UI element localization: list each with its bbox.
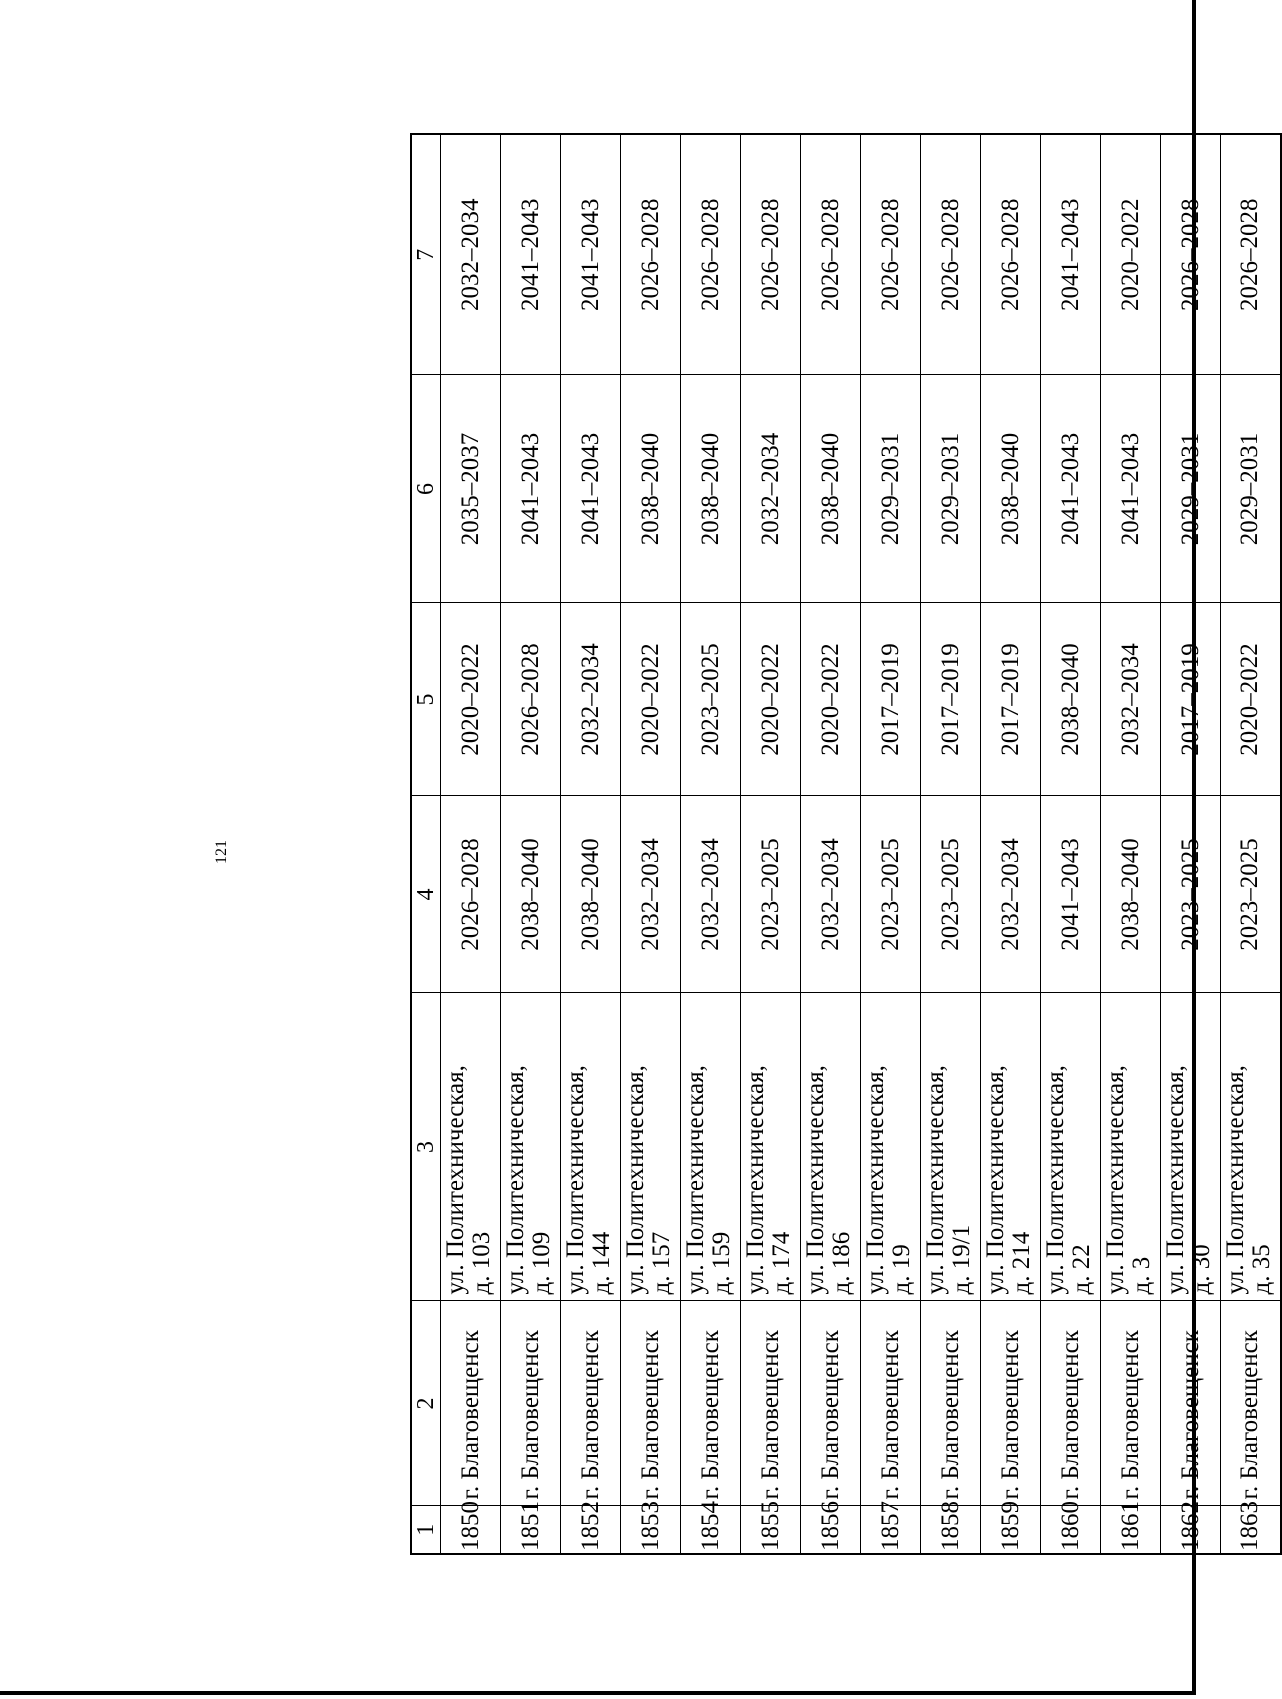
period-cell-col4: 2041–2043 xyxy=(1041,796,1101,993)
period-cell-col5: 2020–2022 xyxy=(1221,603,1281,796)
period-cell-col4: 2023–2025 xyxy=(921,796,981,993)
period-cell-col7: 2026–2028 xyxy=(1221,134,1281,375)
table-row xyxy=(1101,134,1161,1554)
period-cell-col6: 2038–2040 xyxy=(801,375,861,603)
period-cell-col4: 2023–2025 xyxy=(1221,796,1281,993)
house-number: д. 186 xyxy=(828,1231,855,1295)
period-cell-col4: 2023–2025 xyxy=(741,796,801,993)
period-cell-col7: 2026–2028 xyxy=(1161,134,1221,375)
row-number-cell: 1850 xyxy=(441,1506,501,1554)
row-number-cell: 1860 xyxy=(1041,1506,1101,1554)
city-cell: г. Благовещенск xyxy=(981,1301,1041,1506)
period-cell-col6: 2029–2031 xyxy=(1161,375,1221,603)
data-table-container xyxy=(410,135,1280,1555)
city-cell: г. Благовещенск xyxy=(1161,1301,1221,1506)
table-row xyxy=(921,134,981,1554)
period-cell-col7: 2026–2028 xyxy=(681,134,741,375)
table-row xyxy=(981,134,1041,1554)
address-cell xyxy=(681,993,741,1301)
row-number-cell: 1857 xyxy=(861,1506,921,1554)
city-cell: г. Благовещенск xyxy=(741,1301,801,1506)
house-number: д. 19/1 xyxy=(948,1224,975,1295)
street-name: ул. Политехническая, xyxy=(442,1065,469,1295)
house-number: д. 174 xyxy=(768,1231,795,1295)
period-cell-col6: 2035–2037 xyxy=(441,375,501,603)
period-cell-col6: 2041–2043 xyxy=(1041,375,1101,603)
period-cell-col5: 2020–2022 xyxy=(741,603,801,796)
period-cell-col4: 2032–2034 xyxy=(681,796,741,993)
period-cell-col7: 2026–2028 xyxy=(621,134,681,375)
street-name: ул. Политехническая, xyxy=(502,1065,529,1295)
period-cell-col4: 2038–2040 xyxy=(501,796,561,993)
period-cell-col6: 2041–2043 xyxy=(561,375,621,603)
period-cell-col4: 2032–2034 xyxy=(981,796,1041,993)
period-cell-col5: 2032–2034 xyxy=(561,603,621,796)
address-cell xyxy=(741,993,801,1301)
period-cell-col5: 2020–2022 xyxy=(801,603,861,796)
street-name: ул. Политехническая, xyxy=(802,1065,829,1295)
period-cell-col5: 2017–2019 xyxy=(861,603,921,796)
row-number-cell: 1862 xyxy=(1161,1506,1221,1554)
address-cell xyxy=(1161,993,1221,1301)
house-number: д. 103 xyxy=(468,1231,495,1295)
period-cell-col5: 2026–2028 xyxy=(501,603,561,796)
period-cell-col5: 2032–2034 xyxy=(1101,603,1161,796)
period-cell-col4: 2023–2025 xyxy=(861,796,921,993)
row-number-cell: 1853 xyxy=(621,1506,681,1554)
address-cell xyxy=(1041,993,1101,1301)
period-cell-col7: 2026–2028 xyxy=(741,134,801,375)
street-name: ул. Политехническая, xyxy=(1162,1065,1189,1295)
house-number: д. 35 xyxy=(1248,1244,1275,1295)
city-cell: г. Благовещенск xyxy=(1101,1301,1161,1506)
period-cell-col4: 2038–2040 xyxy=(561,796,621,993)
period-cell-col4: 2032–2034 xyxy=(621,796,681,993)
column-header: 3 xyxy=(411,993,441,1301)
period-cell-col7: 2020–2022 xyxy=(1101,134,1161,375)
period-cell-col4: 2032–2034 xyxy=(801,796,861,993)
street-name: ул. Политехническая, xyxy=(562,1065,589,1295)
table-row xyxy=(741,134,801,1554)
table-row xyxy=(441,134,501,1554)
city-cell: г. Благовещенск xyxy=(801,1301,861,1506)
column-header: 5 xyxy=(411,603,441,796)
house-number: д. 144 xyxy=(588,1231,615,1295)
period-cell-col7: 2026–2028 xyxy=(801,134,861,375)
table-row xyxy=(1221,134,1281,1554)
period-cell-col7: 2026–2028 xyxy=(861,134,921,375)
column-header: 2 xyxy=(411,1301,441,1506)
column-header: 7 xyxy=(411,134,441,375)
period-cell-col4: 2026–2028 xyxy=(441,796,501,993)
table-row xyxy=(621,134,681,1554)
city-cell: г. Благовещенск xyxy=(1221,1301,1281,1506)
period-cell-col5: 2020–2022 xyxy=(621,603,681,796)
city-cell: г. Благовещенск xyxy=(501,1301,561,1506)
period-cell-col7: 2026–2028 xyxy=(981,134,1041,375)
period-cell-col6: 2032–2034 xyxy=(741,375,801,603)
period-cell-col6: 2038–2040 xyxy=(681,375,741,603)
table-row xyxy=(681,134,741,1554)
city-cell: г. Благовещенск xyxy=(681,1301,741,1506)
address-cell xyxy=(1101,993,1161,1301)
table-row xyxy=(801,134,861,1554)
street-name: ул. Политехническая, xyxy=(622,1065,649,1295)
house-number: д. 3 xyxy=(1128,1256,1155,1295)
period-cell-col7: 2026–2028 xyxy=(921,134,981,375)
page-number: 121 xyxy=(213,840,230,864)
street-name: ул. Политехническая, xyxy=(862,1065,889,1295)
period-cell-col6: 2029–2031 xyxy=(861,375,921,603)
table-header-row xyxy=(411,134,441,1554)
period-cell-col6: 2038–2040 xyxy=(621,375,681,603)
city-cell: г. Благовещенск xyxy=(921,1301,981,1506)
row-number-cell: 1851 xyxy=(501,1506,561,1554)
address-cell xyxy=(981,993,1041,1301)
table-row xyxy=(1161,134,1221,1554)
row-number-cell: 1861 xyxy=(1101,1506,1161,1554)
period-cell-col5: 2017–2019 xyxy=(921,603,981,796)
address-cell xyxy=(1221,993,1281,1301)
address-cell xyxy=(621,993,681,1301)
street-name: ул. Политехническая, xyxy=(1042,1065,1069,1295)
column-header: 1 xyxy=(411,1506,441,1554)
address-cell xyxy=(921,993,981,1301)
period-cell-col4: 2023–2025 xyxy=(1161,796,1221,993)
row-number-cell: 1859 xyxy=(981,1506,1041,1554)
period-cell-col7: 2032–2034 xyxy=(441,134,501,375)
period-cell-col5: 2023–2025 xyxy=(681,603,741,796)
house-number: д. 214 xyxy=(1008,1231,1035,1295)
row-number-cell: 1863 xyxy=(1221,1506,1281,1554)
period-cell-col6: 2041–2043 xyxy=(1101,375,1161,603)
period-cell-col6: 2029–2031 xyxy=(1221,375,1281,603)
house-number: д. 30 xyxy=(1188,1244,1215,1295)
period-cell-col6: 2041–2043 xyxy=(501,375,561,603)
city-cell: г. Благовещенск xyxy=(441,1301,501,1506)
city-cell: г. Благовещенск xyxy=(561,1301,621,1506)
row-number-cell: 1854 xyxy=(681,1506,741,1554)
street-name: ул. Политехническая, xyxy=(1222,1065,1249,1295)
period-cell-col5: 2017–2019 xyxy=(981,603,1041,796)
table-row xyxy=(561,134,621,1554)
period-cell-col4: 2038–2040 xyxy=(1101,796,1161,993)
street-name: ул. Политехническая, xyxy=(922,1065,949,1295)
period-cell-col6: 2029–2031 xyxy=(921,375,981,603)
house-number: д. 157 xyxy=(648,1231,675,1295)
table-row xyxy=(501,134,561,1554)
row-number-cell: 1858 xyxy=(921,1506,981,1554)
street-name: ул. Политехническая, xyxy=(1102,1065,1129,1295)
column-header: 4 xyxy=(411,796,441,993)
city-cell: г. Благовещенск xyxy=(861,1301,921,1506)
house-number: д. 159 xyxy=(708,1231,735,1295)
period-cell-col5: 2038–2040 xyxy=(1041,603,1101,796)
address-cell xyxy=(801,993,861,1301)
street-name: ул. Политехническая, xyxy=(982,1065,1009,1295)
address-cell xyxy=(441,993,501,1301)
house-number: д. 109 xyxy=(528,1231,555,1295)
house-number: д. 19 xyxy=(888,1244,915,1295)
row-number-cell: 1856 xyxy=(801,1506,861,1554)
period-cell-col7: 2041–2043 xyxy=(1041,134,1101,375)
city-cell: г. Благовещенск xyxy=(1041,1301,1101,1506)
address-cell xyxy=(861,993,921,1301)
table-body xyxy=(411,134,1281,1554)
street-name: ул. Политехническая, xyxy=(742,1065,769,1295)
address-cell xyxy=(561,993,621,1301)
data-table xyxy=(410,133,1282,1555)
city-cell: г. Благовещенск xyxy=(621,1301,681,1506)
period-cell-col5: 2020–2022 xyxy=(441,603,501,796)
period-cell-col7: 2041–2043 xyxy=(561,134,621,375)
address-cell xyxy=(501,993,561,1301)
period-cell-col6: 2038–2040 xyxy=(981,375,1041,603)
period-cell-col7: 2041–2043 xyxy=(501,134,561,375)
row-number-cell: 1855 xyxy=(741,1506,801,1554)
row-number-cell: 1852 xyxy=(561,1506,621,1554)
table-row xyxy=(1041,134,1101,1554)
street-name: ул. Политехническая, xyxy=(682,1065,709,1295)
column-header: 6 xyxy=(411,375,441,603)
table-row xyxy=(861,134,921,1554)
house-number: д. 22 xyxy=(1068,1244,1095,1295)
period-cell-col5: 2017–2019 xyxy=(1161,603,1221,796)
